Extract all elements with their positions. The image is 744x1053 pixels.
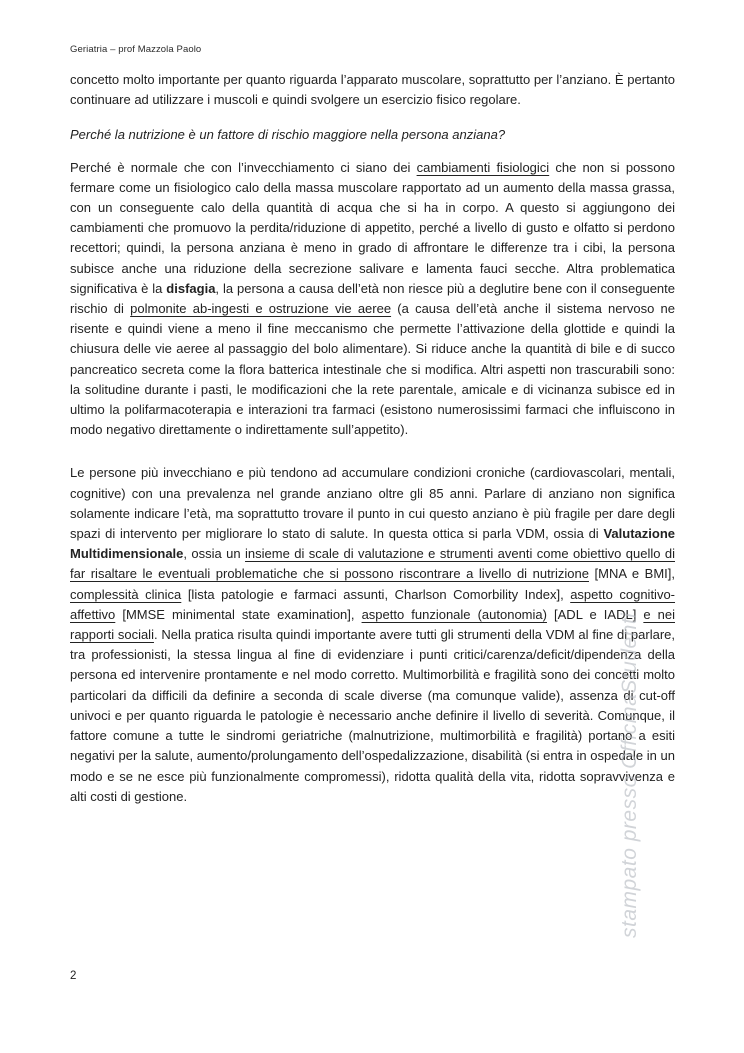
text-run: concetto molto importante per quanto riguarda l’apparato muscolare, soprattutto per l’anziano. È pertanto continuare ad utilizzare i muscoli e quindi svolgere un esercizio fisico regolare. bbox=[70, 72, 675, 108]
text-run: . Nella pratica risulta quindi importante avere tutti gli strumenti della VDM al fine di parlare, tra professionisti, la stessa lingua al fine di evidenziare i punti critici/carenza/deficit/dipendenza della persona ed intervenire prontamente e nel modo corretto. Multimorbilità e fragilità sono dei concetti molto particolari da difficili da definire a seconda di scale diverse (ma comunque valide), assenza di cut-off univoci e per quanto riguarda le patologie è necessario anche definire il livello di severità. Comunque, il fattore comune a tutte le sindromi geriatriche (malnutrizione, multimorbilità e fragilità) portano a esiti negativi per la salute, aumento/prolungamento dell’ospedalizzazione, disabilità (si entra in ospedale in un modo e se ne esce più funzionalmente compromessi), ridotta qualità della vita, ridotta sopravvivenza e alti costi di gestione. bbox=[70, 627, 675, 804]
text-run: [MMSE minimental state examination], bbox=[115, 606, 362, 622]
text-run: , la persona a causa dell’età non riesce più a deglutire bene con il conseguente rischio di bbox=[70, 280, 675, 317]
text-run: [ADL e IADL] bbox=[546, 606, 644, 622]
text-run: Perché la nutrizione è un fattore di rischio maggiore nella persona anziana? bbox=[70, 127, 506, 143]
text-run: , ossia un bbox=[183, 546, 246, 562]
text-run: [lista patologie e farmaci assunti, Charlson Comorbility Index], bbox=[181, 586, 571, 602]
text-run: polmonite ab-ingesti e ostruzione vie aeree bbox=[130, 301, 392, 317]
text-run: e nei rapporti sociali bbox=[70, 606, 675, 643]
text-run: Valutazione Multidimensionale bbox=[70, 526, 675, 562]
text-run: Le persone più invecchiano e più tendono ad accumulare condizioni croniche (cardiovascolari, mentali, cognitive) con una prevalenza nel grande anziano oltre gli 85 anni. Parlare di anziano non significa solamente indicare l’età, ma soprattutto trovare il punto in cui questo anziano è più fragile per dare degli spazi di intervento per migliorare lo stato di salute. In questa ottica si parla VDM, ossia di bbox=[70, 465, 675, 542]
text-run: [MNA e BMI], bbox=[588, 566, 675, 582]
text-run: complessità clinica bbox=[70, 586, 182, 602]
text-run: cambiamenti fisiologici bbox=[416, 159, 550, 175]
text-run: aspetto funzionale (autonomia) bbox=[361, 606, 547, 622]
page-header: Geriatria – prof Mazzola Paolo bbox=[70, 44, 202, 55]
page-number: 2 bbox=[70, 970, 77, 982]
body-paragraph bbox=[70, 70, 675, 110]
text-run: disfagia bbox=[166, 280, 216, 296]
text-run: Perché è normale che con l’invecchiamento ci siano dei bbox=[70, 159, 417, 175]
text-run: che non si possono fermare come un fisiologico calo della massa muscolare rapportato ad un aumento della massa grassa, con un conseguente calo della quantità di acqua che si ha in corpo. A questo si aggiungono dei cambiamenti che promuovo la perdita/riduzione di appetito, perché a livello di gusto e olfatto si perdono recettori; quindi, la persona anziana è meno in grado di affrontare le differenze tra i cibi, la persona subisce anche una riduzione della secrezione salivare e lamenta fauci secche. Altra problematica significativa è la bbox=[70, 159, 675, 296]
body-paragraph bbox=[70, 463, 675, 806]
body-paragraph bbox=[70, 158, 675, 441]
text-run: aspetto cognitivo-affettivo bbox=[70, 586, 676, 622]
document-body bbox=[70, 70, 675, 822]
text-run: (a causa dell’età anche il sistema nervoso ne risente e quindi viene a meno il fine meccanismo che permette l’attivazione della glottide e quindi la chiusura delle vie aeree al passaggio del bolo alimentare). Si riduce anche la quantità di bile e di succo pancreatico secreta come la flora batterica intestinale che si modifica. Altri aspetti non trascurabili sono: la solitudine durante i pasti, le modificazioni che la rete parentale, amicale e di vicinanza subisce ed in ultimo la polifarmacoterapia e interazioni tra farmaci (esistono numerosissimi farmaci che influiscono in modo negativo direttamente o indirettamente sull’appetito). bbox=[70, 301, 675, 438]
watermark-text: stampato presso OfficinaStudenti bbox=[618, 612, 641, 938]
question-paragraph bbox=[70, 125, 675, 145]
text-run: insieme di scale di valutazione e strumenti aventi come obiettivo quello di far risaltare le eventuali problematiche che si possono riscontrare a livello di nutrizione bbox=[70, 546, 675, 582]
